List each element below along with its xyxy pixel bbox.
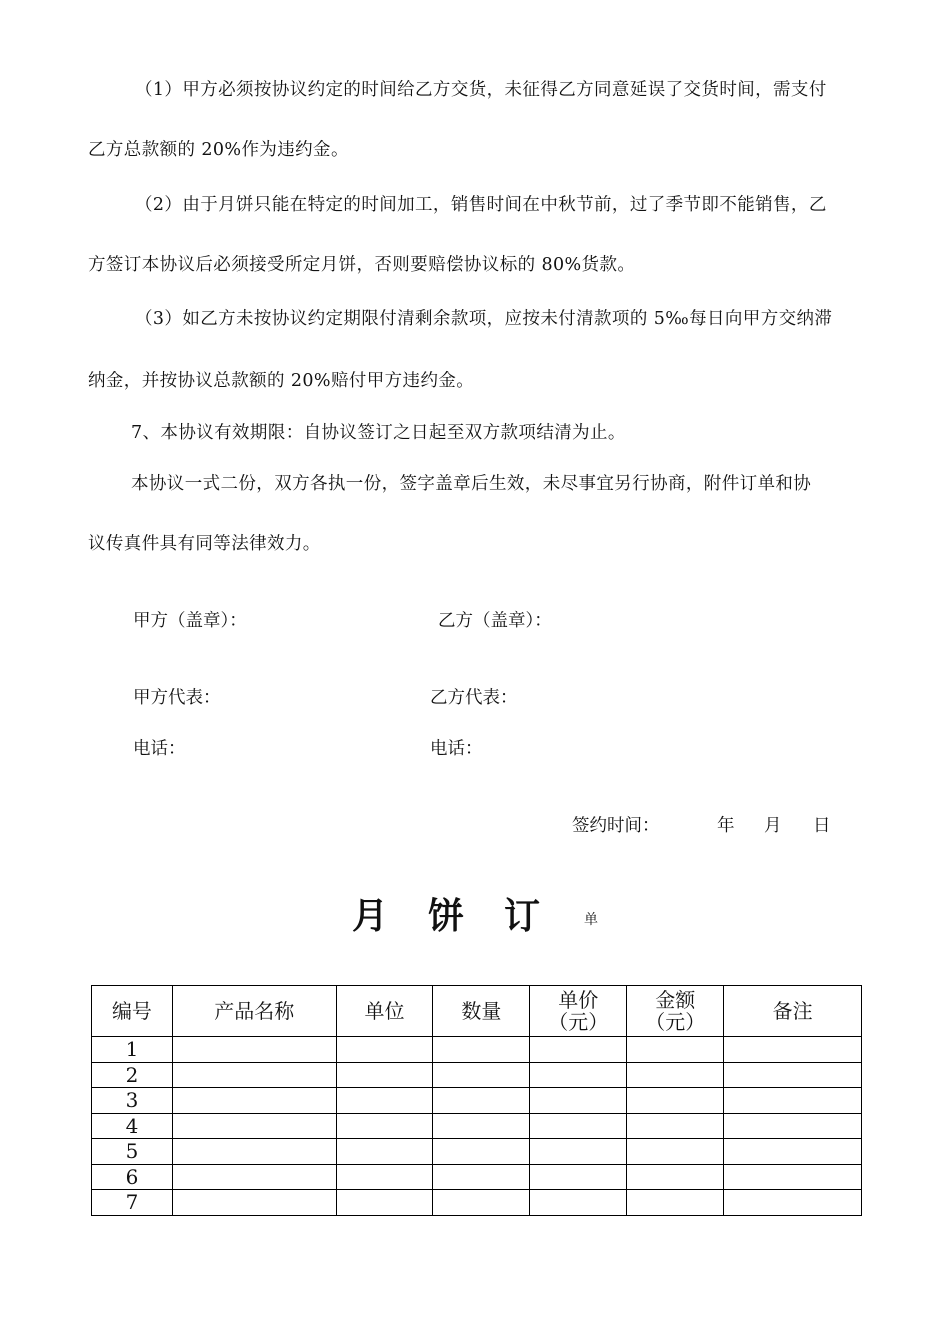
table-cell — [433, 1088, 530, 1114]
table-cell — [530, 1037, 627, 1063]
header-text: 备注 — [772, 999, 813, 1023]
table-cell — [724, 1113, 862, 1139]
table-cell — [433, 1113, 530, 1139]
order-table-header-cell — [433, 986, 530, 1037]
copies-clause-line-1: 本协议一式二份，双方各执一份，签字盖章后生效，未尽事宜另行协商，附件订单和协 — [131, 474, 812, 494]
table-cell — [172, 1139, 336, 1165]
table-cell — [530, 1088, 627, 1114]
table-row — [92, 1190, 862, 1216]
clause-2-line-1: （2）由于月饼只能在特定的时间加工，销售时间在中秋节前，过了季节即不能销售，乙 — [135, 195, 827, 215]
table-cell — [336, 1062, 433, 1088]
header-text: 数量 — [461, 999, 502, 1023]
table-cell — [530, 1113, 627, 1139]
row-number-cell: 1 — [92, 1037, 173, 1063]
table-row — [92, 1037, 862, 1063]
table-cell — [172, 1164, 336, 1190]
table-cell — [627, 1062, 724, 1088]
table-cell — [172, 1113, 336, 1139]
order-table — [91, 985, 862, 1216]
table-row — [92, 1113, 862, 1139]
copies-clause-line-2: 议传真件具有同等法律效力。 — [88, 534, 321, 554]
table-row — [92, 1164, 862, 1190]
table-row — [92, 1139, 862, 1165]
order-table-header-cell — [530, 986, 627, 1037]
row-number-cell: 3 — [92, 1088, 173, 1114]
order-table-header-cell — [724, 986, 862, 1037]
table-cell — [530, 1164, 627, 1190]
order-table-header-cell — [627, 986, 724, 1037]
row-number-cell: 4 — [92, 1113, 173, 1139]
table-cell — [172, 1037, 336, 1063]
sign-year-label: 年 — [717, 816, 735, 836]
table-cell — [530, 1062, 627, 1088]
row-number-cell: 6 — [92, 1164, 173, 1190]
row-number-cell: 2 — [92, 1062, 173, 1088]
party-b-rep-label: 乙方代表： — [430, 688, 518, 708]
header-text: （元） — [548, 1010, 609, 1034]
clause-3-line-2: 纳金，并按协议总款额的 20%赔付甲方违约金。 — [88, 371, 475, 391]
header-text: 产品名称 — [214, 999, 295, 1023]
clause-2-line-2: 方签订本协议后必须接受所定月饼，否则要赔偿协议标的 80%货款。 — [88, 255, 636, 275]
order-table-header-row — [92, 986, 862, 1037]
order-table-header-cell — [172, 986, 336, 1037]
sign-month-label: 月 — [764, 816, 782, 836]
table-cell — [433, 1037, 530, 1063]
table-cell — [627, 1190, 724, 1216]
order-table-header-cell — [92, 986, 173, 1037]
table-cell — [724, 1139, 862, 1165]
table-cell — [433, 1164, 530, 1190]
table-cell — [172, 1062, 336, 1088]
table-cell — [172, 1190, 336, 1216]
table-cell — [336, 1190, 433, 1216]
table-cell — [336, 1088, 433, 1114]
order-table-body — [92, 1037, 862, 1216]
order-table-header-cell — [336, 986, 433, 1037]
row-number-cell: 5 — [92, 1139, 173, 1165]
order-form-title-main: 月饼订 — [351, 895, 580, 937]
table-cell — [336, 1113, 433, 1139]
table-cell — [724, 1037, 862, 1063]
party-a-phone-label: 电话： — [133, 739, 186, 759]
clause-3-line-1: （3）如乙方未按协议约定期限付清剩余款项，应按未付清款项的 5‰每日向甲方交纳滞 — [135, 309, 833, 329]
table-cell — [627, 1113, 724, 1139]
table-row — [92, 1088, 862, 1114]
validity-clause: 7、本协议有效期限：自协议签订之日起至双方款项结清为止。 — [131, 423, 626, 443]
row-number-cell: 7 — [92, 1190, 173, 1216]
party-b-seal-label: 乙方（盖章）： — [438, 611, 552, 631]
table-cell — [433, 1139, 530, 1165]
table-cell — [172, 1088, 336, 1114]
table-cell — [627, 1037, 724, 1063]
clause-1-line-2: 乙方总款额的 20%作为违约金。 — [88, 140, 349, 160]
table-cell — [336, 1037, 433, 1063]
table-row — [92, 1062, 862, 1088]
order-form-title — [0, 888, 950, 939]
header-text: 金额 — [655, 988, 696, 1012]
table-cell — [627, 1088, 724, 1114]
table-cell — [724, 1164, 862, 1190]
party-a-seal-label: 甲方（盖章）： — [133, 611, 247, 631]
party-a-rep-label: 甲方代表： — [133, 688, 221, 708]
order-form-title-suffix: 单 — [584, 912, 598, 928]
table-cell — [724, 1190, 862, 1216]
table-cell — [724, 1062, 862, 1088]
header-text: 编号 — [111, 999, 152, 1023]
table-cell — [530, 1139, 627, 1165]
header-text: 单位 — [364, 999, 405, 1023]
clause-1-line-1: （1）甲方必须按协议约定的时间给乙方交货，未征得乙方同意延误了交货时间，需支付 — [135, 80, 827, 100]
sign-time-label: 签约时间： — [572, 816, 660, 836]
table-cell — [433, 1190, 530, 1216]
sign-day-label: 日 — [813, 816, 831, 836]
table-cell — [530, 1190, 627, 1216]
header-text: （元） — [645, 1010, 706, 1034]
table-cell — [336, 1164, 433, 1190]
table-cell — [336, 1139, 433, 1165]
party-b-phone-label: 电话： — [430, 739, 483, 759]
table-cell — [724, 1088, 862, 1114]
header-text: 单价 — [558, 988, 599, 1012]
table-cell — [627, 1164, 724, 1190]
table-cell — [627, 1139, 724, 1165]
table-cell — [433, 1062, 530, 1088]
